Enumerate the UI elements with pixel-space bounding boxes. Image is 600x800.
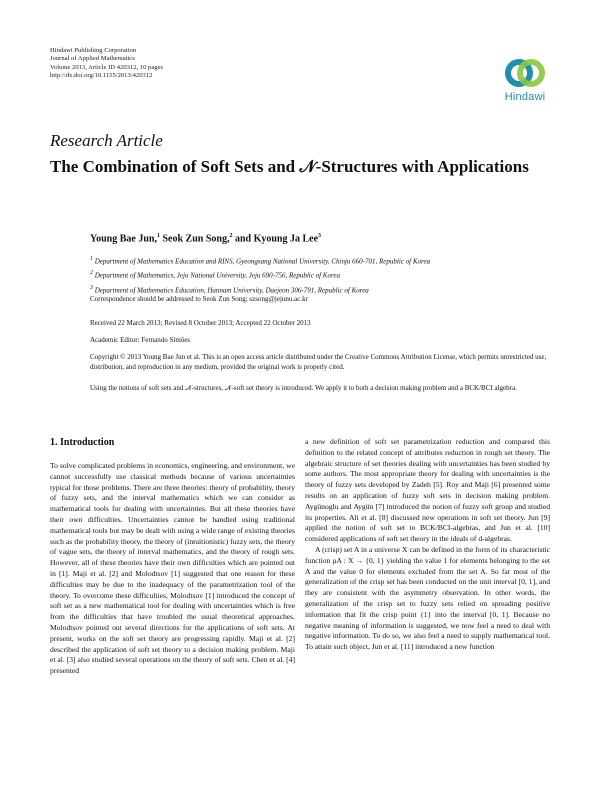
doi-link[interactable]: http://dx.doi.org/10.1155/2013/420312	[50, 72, 153, 80]
author-3: and Kyoung Ja Lee	[232, 233, 319, 245]
author-2-sup: 2	[229, 233, 233, 239]
dates: Received 22 March 2013; Revised 8 October 2013; Accepted 22 October 2013	[90, 319, 311, 327]
abstract: Using the notions of soft sets and 𝒩-structures, 𝒩-soft set theory is introduced. We apply it to both a decision making problem and a BCK/BCI algebra.	[90, 384, 517, 392]
affiliation-2-text: Department of Mathematics, Jeju National University, Jeju 690-756, Republic of Korea	[93, 271, 341, 280]
section-heading-introduction: 1. Introduction	[50, 437, 115, 448]
article-type: Research Article	[50, 131, 163, 150]
affiliation-1-text: Department of Mathematics Education and RINS, Gyeongsang National University, Chinju 660-701, Republic of Korea	[93, 257, 431, 266]
intro-paragraph-3: A (crisp) set A in a universe X can be defined in the form of its characteristic function μA : X → {0, 1} yielding the value 1 for elements belonging to the set A and the value 0 for elements excluded from the set A. So far most of the generalization of the crisp set has been conducted on the unit interval [0, 1], and they are consistent with the asymmetry observation. In other words, the generalization of the crisp set to fuzzy sets relied on spreading positive information that fit the crisp point {1} into the interval [0, 1]. Because no negative meaning of information is suggested, we now feel a need to deal with negative information. To do so, we also feel a need to supply mathematical tool. To attain such object, Jun et al. [11] introduced a new function	[305, 544, 550, 652]
right-column	[305, 437, 550, 653]
left-column	[50, 461, 295, 677]
author-1: Young Bae Jun,	[90, 233, 157, 245]
volume-line: Volume 2013, Article ID 420312, 10 pages	[50, 63, 164, 71]
author-list	[90, 233, 321, 244]
author-1-sup: 1	[156, 233, 160, 239]
intro-paragraph-1: To solve complicated problems in economics, engineering, and environment, we cannot successfully use classical methods because of various uncertainties typical for those problems. There are three theories: theory of probability, theory of fuzzy sets, and the interval mathematics which we can consider as mathematical tools for dealing with uncertainties. But all these theories have their own difficulties. Uncertainties cannot be handled using traditional mathematical tools but may be dealt with using a wide range of existing theories such as the probability theory, the theory of (intuitionistic) fuzzy sets, the theory of vague sets, the theory of interval mathematics, and the theory of rough sets. However, all of these theories have their own difficulties which are pointed out in [1]. Maji et al. [2] and Molodtsov [1] suggested that one reason for these difficulties may be due to the inadequacy of the parametrization tool of the theory. To overcome these difficulties, Molodtsov [1] introduced the concept of soft set as a new mathematical tool for dealing with uncertainties which is free from the difficulties that have troubled the usual theoretical approaches. Molodtsov pointed out several directions for the applications of soft sets. At present, works on the soft set theory are progressing rapidly. Maji et al. [2] described the application of soft set theory to a decision making problem. Maji et al. [3] also studied several operations on the theory of soft sets. Chen et al. [4] presented	[50, 461, 295, 676]
affiliation-3-sup: 3	[90, 284, 93, 291]
affiliation-2	[90, 267, 430, 281]
affiliation-1-sup: 1	[90, 256, 93, 262]
affiliation-2-sup: 2	[90, 270, 93, 277]
author-2: Seok Zun Song,	[159, 233, 230, 245]
paper-title: The Combination of Soft Sets and 𝒩-Structures with Applications	[50, 157, 529, 176]
publisher: Hindawi Publishing Corporation	[50, 47, 137, 54]
correspondence: Correspondence should be addressed to Seok Zun Song; szsong@jejunu.ac.kr	[90, 295, 308, 303]
journal-name: Journal of Applied Mathematics	[50, 55, 135, 63]
affiliation-3-text: Department of Mathematics Education, Hannam University, Daejeon 306-791, Republic of Korea	[93, 285, 369, 294]
author-3-sup: 3	[318, 233, 322, 239]
copyright: Copyright © 2013 Young Bae Jun et al. This is an open access article distributed under the Creative Commons Attribution License, which permits unrestricted use, distribution, and reproduction in any medium, provided the original work is properly cited.	[90, 353, 547, 371]
journal-header	[50, 47, 163, 81]
affiliation-1	[90, 253, 430, 267]
academic-editor: Academic Editor: Fernando Simões	[90, 336, 191, 344]
intro-paragraph-2: a new definition of soft set parametrization reduction and compared this definition to the related concept of attributes reduction in rough set theory. The algebraic structure of set theories dealing with uncertainties has been studied by some authors. The most appropriate theory for dealing with uncertainties is the theory of fuzzy sets developed by Zadeh [5]. Roy and Maji [6] presented some results on an application of fuzzy soft sets in decision making problem. Aygünoglu and Aygün [7] introduced the notion of fuzzy soft group and studied its properties. Ali et al. [8] discussed new operations in soft set theory. Jun [9] applied the notion of soft set to BCK/BCI-algebras, and Jun et al. [10] considered applications of soft set theory in the ideals of d-algebras.	[305, 437, 550, 544]
hindawi-logo-text: Hindawi	[504, 91, 546, 103]
affiliations	[90, 253, 430, 296]
